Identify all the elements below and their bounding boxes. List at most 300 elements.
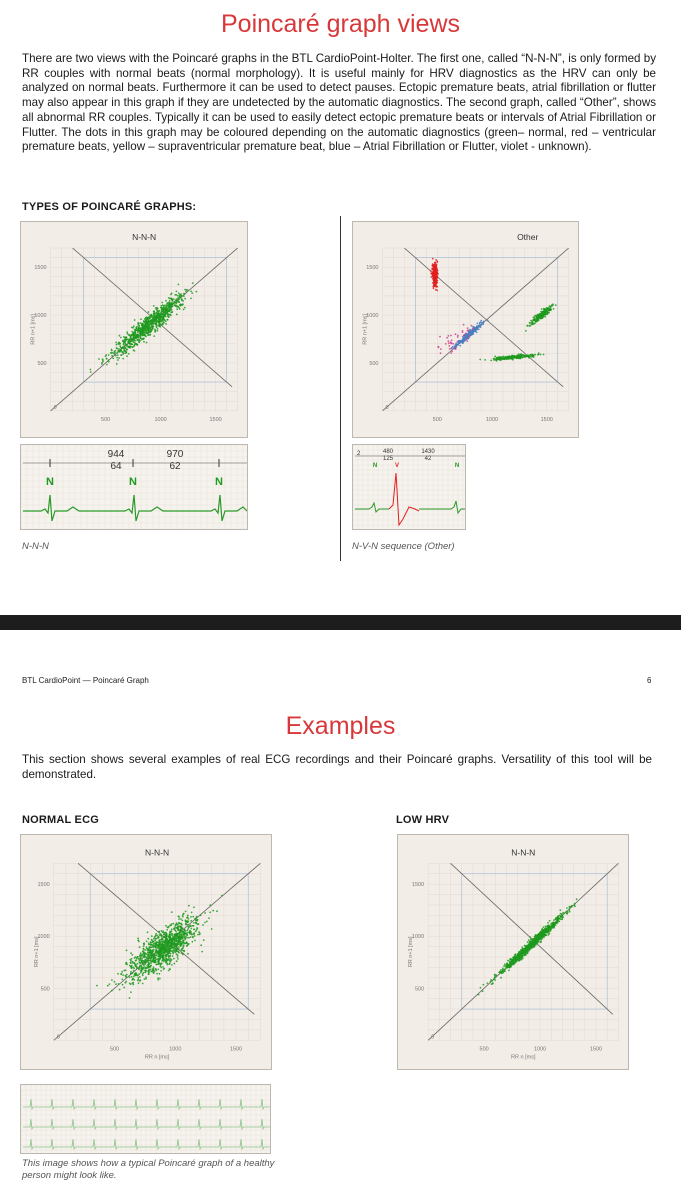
scatter-point [153, 313, 155, 315]
scatter-point [176, 302, 178, 304]
scatter-point [526, 325, 528, 327]
scatter-point [129, 345, 131, 347]
scatter-point [507, 358, 509, 360]
scatter-point [125, 962, 127, 964]
scatter-point [196, 916, 198, 918]
scatter-point [116, 363, 118, 365]
scatter-point [177, 956, 179, 958]
scatter-point [535, 321, 537, 323]
scatter-point [177, 936, 179, 938]
scatter-point [123, 970, 125, 972]
scatter-point [169, 309, 171, 311]
scatter-point [169, 303, 171, 305]
scatter-point [173, 942, 175, 944]
scatter-point [161, 313, 163, 315]
scatter-point [124, 350, 126, 352]
scatter-point [177, 924, 179, 926]
scatter-point [178, 940, 180, 942]
scatter-point [119, 989, 121, 991]
scatter-point [161, 950, 163, 952]
scatter-point [539, 314, 541, 316]
scatter-point [171, 923, 173, 925]
scatter-point [211, 928, 213, 930]
scatter-point [433, 287, 435, 289]
scatter-point [117, 352, 119, 354]
scatter-point [192, 925, 194, 927]
scatter-point [445, 343, 447, 345]
scatter-point [162, 966, 164, 968]
scatter-point [115, 342, 117, 344]
scatter-point [153, 305, 155, 307]
scatter-point [188, 943, 190, 945]
y-axis-label: RR n+1 [ms] [30, 314, 37, 345]
scatter-point [156, 949, 158, 951]
scatter-point [126, 950, 128, 952]
scatter-point [532, 355, 534, 357]
scatter-point [548, 310, 550, 312]
scatter-point [181, 924, 183, 926]
rr-value-2: 970 [166, 449, 184, 460]
scatter-point [520, 355, 522, 357]
scatter-point [158, 956, 160, 958]
scatter-point [533, 939, 535, 941]
scatter-point [173, 958, 175, 960]
scatter-point [165, 925, 167, 927]
scatter-point [134, 337, 136, 339]
scatter-point [177, 958, 179, 960]
scatter-point [182, 947, 184, 949]
scatter-point [478, 994, 480, 996]
scatter-point [433, 270, 435, 272]
scatter-point [168, 926, 170, 928]
scatter-point [126, 355, 128, 357]
scatter-point [118, 343, 120, 345]
scatter-point [171, 928, 173, 930]
scatter-point [540, 354, 542, 356]
scatter-point [125, 336, 127, 338]
scatter-point [154, 936, 156, 938]
scatter-point [490, 360, 492, 362]
scatter-point [145, 330, 147, 332]
scatter-point [156, 935, 158, 937]
scatter-point [196, 928, 198, 930]
scatter-point [137, 938, 139, 940]
scatter-point [191, 933, 193, 935]
scatter-point [142, 325, 144, 327]
scatter-point [156, 309, 158, 311]
scatter-point [480, 987, 482, 989]
scatter-point [200, 914, 202, 916]
scatter-point [161, 930, 163, 932]
scatter-point [559, 918, 561, 920]
scatter-point [576, 898, 578, 900]
scatter-point [163, 305, 165, 307]
scatter-point [148, 973, 150, 975]
scatter-point [460, 340, 462, 342]
scatter-point [155, 323, 157, 325]
scatter-point [165, 941, 167, 943]
scatter-point [451, 347, 453, 349]
scatter-point [432, 282, 434, 284]
scatter-point [548, 312, 550, 314]
scatter-point [176, 291, 178, 293]
scatter-point [149, 325, 151, 327]
scatter-point [566, 911, 568, 913]
scatter-point [164, 320, 166, 322]
scatter-point [434, 272, 436, 274]
scatter-point [204, 912, 206, 914]
scatter-point [549, 920, 551, 922]
scatter-point [138, 958, 140, 960]
scatter-point [162, 323, 164, 325]
scatter-point [151, 314, 153, 316]
scatter-point [552, 922, 554, 924]
y-tick-label: 500 [40, 986, 50, 993]
scatter-point [538, 939, 540, 941]
scatter-point [457, 341, 459, 343]
origin-label: 0 [56, 1034, 60, 1041]
scatter-point [153, 966, 155, 968]
page-number: 6 [647, 676, 652, 685]
scatter-point [135, 328, 137, 330]
scatter-point [134, 331, 136, 333]
scatter-point [133, 340, 135, 342]
beat-label: N [129, 476, 137, 488]
scatter-point [128, 339, 130, 341]
scatter-point [539, 931, 541, 933]
scatter-series [525, 303, 557, 331]
scatter-point [149, 952, 151, 954]
scatter-point [539, 934, 541, 936]
scatter-point [187, 928, 189, 930]
scatter-point [143, 952, 145, 954]
scatter-point [434, 263, 436, 265]
scatter-point [146, 948, 148, 950]
scatter-point [178, 301, 180, 303]
scatter-point [130, 991, 132, 993]
scatter-point [121, 971, 123, 973]
scatter-point [435, 276, 437, 278]
scatter-point [529, 357, 531, 359]
scatter-point [111, 979, 113, 981]
scatter-point [155, 959, 157, 961]
scatter-point [183, 295, 185, 297]
scatter-point [175, 305, 177, 307]
scatter-point [490, 979, 492, 981]
scatter-point [184, 307, 186, 309]
x-axis-label: RR n [ms] [511, 1054, 536, 1061]
scatter-point [536, 937, 538, 939]
scatter-point [176, 953, 178, 955]
scatter-point [162, 953, 164, 955]
scatter-point [545, 929, 547, 931]
scatter-point [562, 916, 564, 918]
scatter-point [192, 937, 194, 939]
scatter-point [144, 959, 146, 961]
scatter-point [434, 285, 436, 287]
scatter-point [132, 346, 134, 348]
scatter-point [469, 333, 471, 335]
scatter-point [546, 313, 548, 315]
scatter-point [90, 371, 92, 373]
scatter-point [519, 953, 521, 955]
scatter-point [115, 983, 117, 985]
scatter-point [542, 929, 544, 931]
scatter-point [158, 320, 160, 322]
scatter-point [168, 970, 170, 972]
scatter-point [170, 298, 172, 300]
scatter-point [537, 934, 539, 936]
y-tick-label: 1500 [366, 265, 379, 272]
scatter-point [158, 952, 160, 954]
scatter-point [147, 334, 149, 336]
x-tick-label: 1500 [540, 416, 553, 423]
scatter-point [189, 933, 191, 935]
scatter-point [435, 278, 437, 280]
poincare-chart-normal-ecg [20, 834, 272, 1070]
scatter-point [111, 990, 113, 992]
scatter-point [462, 330, 464, 332]
scatter-point [513, 357, 515, 359]
scatter-point [513, 355, 515, 357]
scatter-point [144, 970, 146, 972]
scatter-point [173, 923, 175, 925]
scatter-point [141, 967, 143, 969]
scatter-point [203, 939, 205, 941]
scatter-point [138, 973, 140, 975]
scatter-point [165, 960, 167, 962]
scatter-point [553, 308, 555, 310]
scatter-point [187, 289, 189, 291]
scatter-point [186, 945, 188, 947]
scatter-point [144, 961, 146, 963]
scatter-point [430, 270, 432, 272]
scatter-point [194, 935, 196, 937]
scatter-point [553, 926, 555, 928]
scatter-point [548, 930, 550, 932]
scatter-point [156, 964, 158, 966]
beat-label: N [372, 463, 378, 469]
scatter-point [176, 946, 178, 948]
scatter-point [440, 348, 442, 350]
scatter-point [126, 976, 128, 978]
scatter-point [187, 926, 189, 928]
y-tick-label: 1000 [34, 313, 47, 320]
scatter-point [145, 327, 147, 329]
scatter-point [136, 957, 138, 959]
scatter-point [190, 928, 192, 930]
x-tick-label: 500 [101, 416, 111, 423]
scatter-point [165, 936, 167, 938]
scatter-point [178, 918, 180, 920]
scatter-point [163, 936, 165, 938]
scatter-point [149, 319, 151, 321]
scatter-point [160, 956, 162, 958]
scatter-point [140, 957, 142, 959]
scatter-point [155, 942, 157, 944]
scatter-point [165, 944, 167, 946]
scatter-point [532, 941, 534, 943]
scatter-point [574, 904, 576, 906]
hr-value-2: 62 [169, 461, 181, 472]
scatter-point [172, 950, 174, 952]
x-axis-label: RR n [ms] [144, 1054, 170, 1061]
scatter-point [96, 985, 98, 987]
scatter-point [163, 318, 165, 320]
scatter-point [171, 930, 173, 932]
scatter-point [546, 930, 548, 932]
scatter-point [480, 321, 482, 323]
scatter-point [436, 289, 438, 291]
scatter-point [153, 972, 155, 974]
scatter-point [161, 310, 163, 312]
ecg-strip-nvn [352, 444, 466, 530]
scatter-point [537, 317, 539, 319]
origin-label: 0 [385, 404, 389, 411]
scatter-point [168, 316, 170, 318]
scatter-point [143, 945, 145, 947]
scatter-point [110, 352, 112, 354]
scatter-point [182, 954, 184, 956]
scatter-point [160, 952, 162, 954]
scatter-point [139, 962, 141, 964]
y-tick-label: 500 [414, 986, 425, 993]
scatter-point [139, 335, 141, 337]
scatter-point [131, 979, 133, 981]
scatter-point [149, 970, 151, 972]
scatter-point [569, 907, 571, 909]
scatter-point [543, 935, 545, 937]
scatter-point [455, 348, 457, 350]
scatter-point [206, 921, 208, 923]
scatter-point [546, 307, 548, 309]
scatter-point [169, 940, 171, 942]
scatter-point [166, 319, 168, 321]
scatter-point [180, 941, 182, 943]
ecg-lead-2 [23, 1119, 270, 1129]
scatter-point [143, 956, 145, 958]
scatter-point [163, 968, 165, 970]
scatter-point [156, 938, 158, 940]
scatter-point [119, 351, 121, 353]
scatter-point [133, 970, 135, 972]
scatter-point [502, 358, 504, 360]
scatter-point [539, 937, 541, 939]
scatter-point [130, 973, 132, 975]
scatter-point [548, 927, 550, 929]
scatter-point [518, 951, 520, 953]
scatter-point [169, 934, 171, 936]
hr-value-2: 42 [424, 456, 432, 462]
scatter-point [529, 354, 531, 356]
scatter-point [153, 320, 155, 322]
scatter-point [190, 936, 192, 938]
scatter-point [166, 929, 168, 931]
scatter-point [143, 341, 145, 343]
scatter-point [166, 935, 168, 937]
scatter-point [167, 953, 169, 955]
scatter-point [508, 356, 510, 358]
scatter-point [484, 359, 486, 361]
scatter-point [112, 357, 114, 359]
scatter-point [504, 963, 506, 965]
scatter-point [174, 941, 176, 943]
scatter-point [182, 927, 184, 929]
scatter-point [148, 311, 150, 313]
scatter-point [152, 328, 154, 330]
scatter-point [494, 974, 496, 976]
scatter-point [117, 359, 119, 361]
scatter-point [171, 939, 173, 941]
scatter-point [509, 967, 511, 969]
scatter-point [153, 957, 155, 959]
scatter-point [167, 311, 169, 313]
scatter-point [450, 352, 452, 354]
scatter-point [130, 983, 132, 985]
scatter-point [179, 932, 181, 934]
beat-label: N [454, 463, 460, 469]
scatter-point [541, 308, 543, 310]
scatter-point [487, 982, 489, 984]
scatter-point [130, 965, 132, 967]
column-divider [340, 216, 341, 561]
scatter-point [527, 355, 529, 357]
chart-title: N-N-N [132, 232, 157, 243]
scatter-point [193, 934, 195, 936]
scatter-point [514, 957, 516, 959]
scatter-point [176, 308, 178, 310]
scatter-point [162, 321, 164, 323]
scatter-point [545, 926, 547, 928]
scatter-point [120, 973, 122, 975]
hr-value-1: 64 [110, 461, 122, 472]
scatter-point [188, 918, 190, 920]
scatter-point [192, 282, 194, 284]
scatter-point [187, 924, 189, 926]
scatter-point [140, 960, 142, 962]
scatter-point [151, 329, 153, 331]
scatter-point [506, 963, 508, 965]
scatter-point [500, 977, 502, 979]
scatter-point [178, 952, 180, 954]
scatter-point [559, 915, 561, 917]
scatter-point [152, 942, 154, 944]
scatter-point [541, 312, 543, 314]
scatter-point [183, 950, 185, 952]
scatter-point [198, 923, 200, 925]
scatter-point [556, 920, 558, 922]
scatter-point [133, 345, 135, 347]
scatter-point [457, 344, 459, 346]
scatter-point [555, 304, 557, 306]
scatter-point [146, 941, 148, 943]
scatter-point [189, 931, 191, 933]
scatter-point [533, 316, 535, 318]
scatter-point [147, 931, 149, 933]
scatter-point [144, 978, 146, 980]
scatter-point [140, 330, 142, 332]
scatter-point [143, 948, 145, 950]
scatter-point [466, 338, 468, 340]
scatter-point [513, 962, 515, 964]
scatter-point [571, 906, 573, 908]
scatter-point [157, 330, 159, 332]
ecg-lead-3 [23, 1139, 270, 1149]
scatter-point [185, 935, 187, 937]
scatter-point [120, 350, 122, 352]
scatter-point [135, 343, 137, 345]
y-tick-label: 1500 [37, 882, 50, 889]
